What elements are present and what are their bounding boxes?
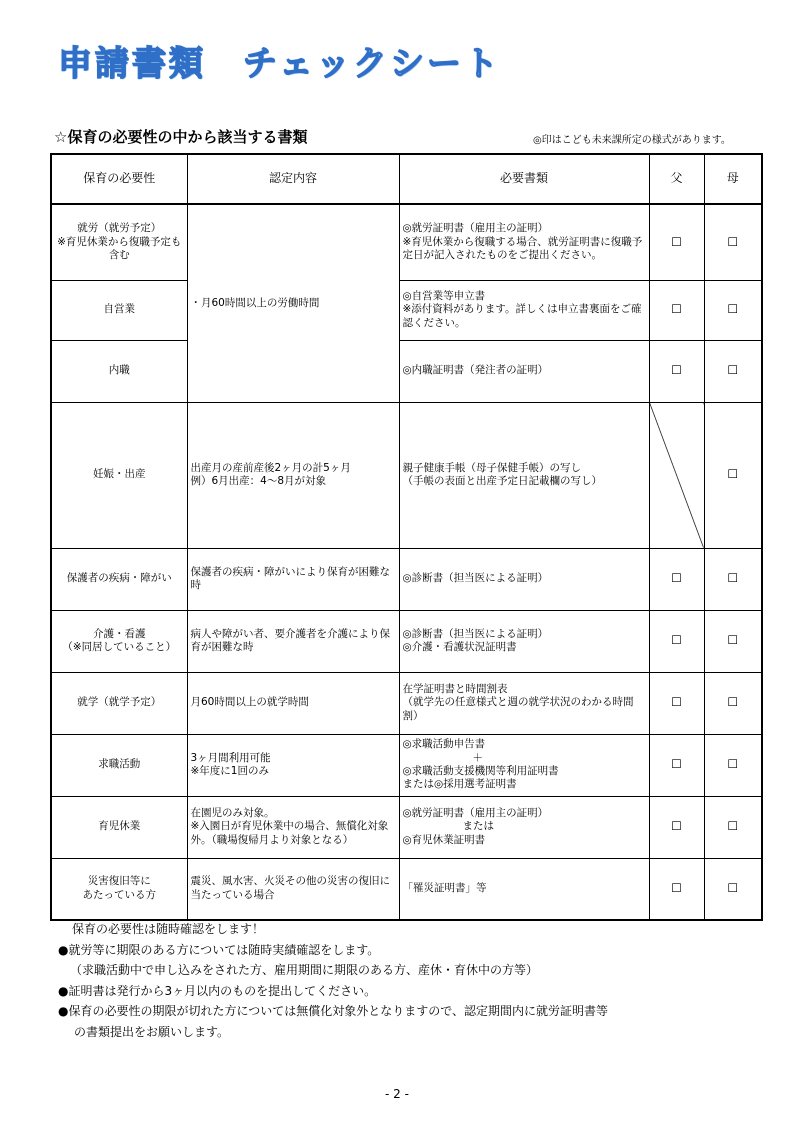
category-cell — [51, 204, 187, 280]
document-line: ◎介護・看護状況証明書 — [402, 641, 517, 653]
notes — [58, 919, 608, 1042]
table-row — [51, 734, 762, 796]
document-line: ※育児休業から復職する場合、就労証明書に復職予定日が記入されたものをご提出ください。 — [402, 235, 643, 261]
content-line: ※年度に1回のみ — [190, 765, 269, 777]
table-row — [51, 672, 762, 734]
father-checkbox[interactable]: ☐ — [649, 548, 704, 610]
content-cell — [187, 734, 399, 796]
document-line: ◎診断書（担当医による証明） — [402, 627, 549, 640]
content-line: 3ヶ月間利用可能 — [190, 751, 271, 764]
document-line: ◎育児休業証明書 — [402, 833, 486, 846]
document-line: ◎診断書（担当医による証明） — [402, 572, 549, 585]
category-cell — [51, 672, 187, 734]
document-line: ◎内職証明書（発注者の証明） — [402, 364, 549, 377]
category-line: 内職 — [108, 364, 130, 377]
header-content: 認定内容 — [187, 154, 399, 204]
table-row — [51, 858, 762, 920]
mother-checkbox[interactable]: ☐ — [704, 204, 762, 280]
mother-checkbox[interactable]: ☐ — [704, 280, 762, 340]
father-checkbox[interactable]: ☐ — [649, 204, 704, 280]
note-line: （求職活動中で申し込みをされた方、雇用期間に期限のある方、産休・育休中の方等） — [70, 963, 539, 977]
documents-cell — [399, 204, 649, 280]
document-line: 親子健康手帳（母子保健手帳）の写し — [402, 461, 581, 474]
category-cell — [51, 858, 187, 920]
mother-checkbox[interactable]: ☐ — [704, 402, 762, 548]
mother-checkbox[interactable]: ☐ — [704, 796, 762, 858]
document-line: 在学証明書と時間割表 — [402, 682, 508, 695]
content-cell — [187, 204, 399, 402]
mother-checkbox[interactable]: ☐ — [704, 672, 762, 734]
note-line: の書類提出をお願いします。 — [74, 1024, 230, 1039]
category-line: ※育児休業から復職予定も含む — [57, 235, 182, 261]
father-checkbox[interactable]: ☐ — [649, 340, 704, 402]
category-cell — [51, 280, 187, 340]
category-line: 育児休業 — [98, 820, 141, 833]
note-line: ●保育の必要性の期限が切れた方については無償化対象外となりますので、認定期間内に就労証明書等 — [58, 1004, 608, 1018]
header-documents: 必要書類 — [399, 154, 649, 204]
category-line: 保護者の疾病・障がい — [66, 572, 172, 585]
document-line: ※添付資料があります。詳しくは申立書裏面をご確認ください。 — [402, 303, 642, 329]
category-cell — [51, 402, 187, 548]
content-line: 病人や障がい者、要介護者を介護により保育が困難な時 — [190, 627, 390, 653]
table-row — [51, 340, 762, 402]
header-mother: 母 — [704, 154, 762, 204]
category-line: （※同居していること） — [62, 641, 177, 653]
content-cell — [187, 858, 399, 920]
category-cell — [51, 340, 187, 402]
category-cell — [51, 548, 187, 610]
document-line: ◎求職活動支援機関等利用証明書 — [402, 765, 559, 777]
documents-cell — [399, 734, 649, 796]
category-line: あたっている方 — [82, 888, 156, 901]
table-row — [51, 204, 762, 280]
mother-checkbox[interactable]: ☐ — [704, 734, 762, 796]
category-line: 就労（就労予定） — [77, 222, 162, 235]
table-row — [51, 548, 762, 610]
content-cell — [187, 796, 399, 858]
mother-checkbox[interactable]: ☐ — [704, 858, 762, 920]
content-line: 例）6月出産：4～8月が対象 — [190, 475, 327, 487]
father-checkbox[interactable]: ☐ — [649, 610, 704, 672]
document-line: ＋ — [472, 751, 483, 764]
document-line: ◎自営業等申立書 — [402, 289, 486, 302]
category-line: 介護・看護 — [93, 627, 146, 640]
category-line: 就学（就学予定） — [77, 696, 162, 709]
requirements-table — [50, 153, 763, 921]
father-checkbox[interactable]: ☐ — [649, 734, 704, 796]
document-line: ◎就労証明書（雇用主の証明） — [402, 806, 549, 819]
content-cell — [187, 402, 399, 548]
table-row — [51, 280, 762, 340]
father-checkbox[interactable]: ☐ — [649, 858, 704, 920]
content-cell — [187, 610, 399, 672]
content-line: 出産月の産前産後2ヶ月の計5ヶ月 — [190, 461, 351, 474]
category-line: 求職活動 — [98, 758, 141, 771]
page-number: - 2 - — [385, 1087, 409, 1101]
page-title: 申請書類 チェックシート — [58, 44, 501, 84]
category-cell — [51, 610, 187, 672]
documents-cell — [399, 402, 649, 548]
header-necessity: 保育の必要性 — [51, 154, 187, 204]
document-line: ◎就労証明書（雇用主の証明） — [402, 222, 549, 235]
documents-cell — [399, 858, 649, 920]
content-cell — [187, 672, 399, 734]
document-line: 「罹災証明書」等 — [402, 882, 487, 895]
content-line: ※入園日が育児休業中の場合、無償化対象外。（職場復帰月より対象となる） — [190, 820, 389, 846]
category-line: 妊娠・出産 — [93, 468, 146, 481]
father-checkbox[interactable]: ☐ — [649, 280, 704, 340]
documents-cell — [399, 340, 649, 402]
documents-cell — [399, 610, 649, 672]
documents-cell — [399, 796, 649, 858]
note-line: 保育の必要性は随時確認をします！ — [72, 922, 265, 936]
document-line: （就学先の任意様式と週の就学状況のわかる時間割） — [402, 696, 634, 722]
document-line: または◎採用選考証明書 — [402, 778, 517, 791]
mother-checkbox[interactable]: ☐ — [704, 340, 762, 402]
mother-checkbox[interactable]: ☐ — [704, 610, 762, 672]
table-row — [51, 796, 762, 858]
category-cell — [51, 734, 187, 796]
header-father: 父 — [649, 154, 704, 204]
document-line: （手帳の表面と出産予定日記載欄の写し） — [402, 475, 602, 487]
table-row — [51, 610, 762, 672]
mother-checkbox[interactable]: ☐ — [704, 548, 762, 610]
header-row — [51, 154, 762, 204]
father-not-applicable-cell — [649, 402, 704, 548]
category-line: 自営業 — [103, 303, 135, 316]
content-line: 保護者の疾病・障がいにより保育が困難な時 — [190, 565, 390, 591]
document-line: または — [462, 820, 494, 833]
content-line: ・月60時間以上の労働時間 — [190, 296, 320, 309]
category-cell — [51, 796, 187, 858]
documents-cell — [399, 672, 649, 734]
table-row — [51, 402, 762, 548]
documents-cell — [399, 280, 649, 340]
content-cell — [187, 548, 399, 610]
form-note: ◎印はこども未来課所定の様式があります。 — [533, 135, 731, 146]
content-line: 震災、風水害、火災その他の災害の復旧に当たっている場合 — [190, 875, 390, 901]
section-heading: ☆保育の必要性の中から該当する書類 — [54, 128, 308, 146]
category-line: 災害復旧等に — [87, 875, 151, 888]
note-line: ●証明書は発行から3ヶ月以内のものを提出してください。 — [58, 983, 377, 998]
note-line: ●就労等に期限のある方については随時実績確認をします。 — [58, 942, 380, 957]
father-checkbox[interactable]: ☐ — [649, 672, 704, 734]
father-checkbox[interactable]: ☐ — [649, 796, 704, 858]
content-line: 在園児のみ対象。 — [190, 806, 275, 819]
content-line: 月60時間以上の就学時間 — [190, 696, 309, 709]
documents-cell — [399, 548, 649, 610]
document-line: ◎求職活動申告書 — [402, 738, 486, 751]
